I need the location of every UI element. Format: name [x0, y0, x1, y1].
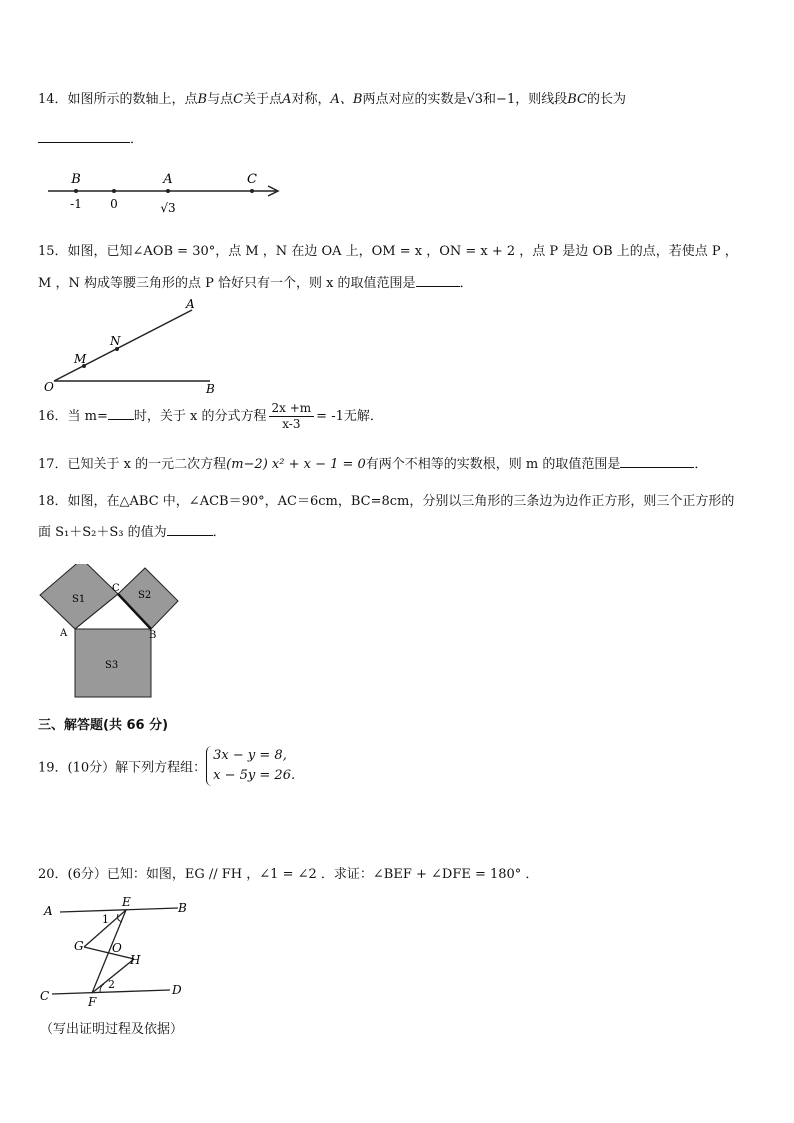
tick-label-neg1: -1	[70, 197, 82, 211]
vertex-label-o: O	[44, 380, 54, 394]
q20-line: 20．(6分）已知：如图，EG // FH ，∠1 = ∠2 ．求证：∠BEF + ∠DFE = 180° ．	[38, 867, 539, 882]
angle-label-1: 1	[102, 913, 109, 926]
point-label-h: H	[130, 953, 141, 967]
parallel-lines-figure	[38, 892, 198, 1010]
point-label-c: C	[247, 172, 257, 187]
q15-line1: 15．如图，已知∠AOB = 30°，点 M ，N 在边 OA 上，OM = x ，ON = x + 2 ，点 P 是边 OB 上的点，若使点 P ，	[38, 244, 738, 259]
answer-blank[interactable]	[167, 523, 213, 536]
square-label-s2: S2	[138, 590, 152, 601]
q14-answer-line: ．	[38, 128, 143, 147]
q16-line: 16．当 m= 时，关于 x 的分式方程 $\frac{2x +m}{x-3}$ = -1无解．	[38, 401, 383, 431]
q17-line: 17．已知关于 x 的一元二次方程(m−2) x² + x − 1 = 0有两个不相等的实数根，则 m 的取值范围是 ．	[38, 457, 708, 472]
point-label-o: O	[112, 941, 122, 955]
answer-blank[interactable]	[38, 130, 130, 143]
q18-line2: 面 S₁＋S₂＋S₃ 的值为 ．	[38, 525, 226, 540]
point-label-b: B	[71, 172, 81, 187]
vertex-label-c: C	[112, 583, 120, 594]
q20-note: （写出证明过程及依据）	[40, 1022, 184, 1037]
point-label-a: A	[44, 904, 53, 918]
q14-line1: 14．如图所示的数轴上，点B与点C关于点A对称，A、B两点对应的实数是√3和−1，则线段BC的长为	[38, 92, 626, 107]
vertex-label-m: M	[74, 352, 87, 366]
equation-system: 3x − y = 8, x − 5y = 26.	[206, 746, 295, 786]
vertex-label-b: B	[206, 382, 215, 396]
answer-blank[interactable]	[620, 455, 694, 468]
point-label-g: G	[74, 939, 84, 953]
point-label-b: B	[178, 901, 187, 915]
fraction: $\frac{2x +m}{x-3}$	[269, 401, 315, 432]
angle-label-2: 2	[108, 978, 115, 991]
point-label-e: E	[122, 895, 131, 909]
vertex-label-a: A	[60, 628, 68, 639]
answer-blank[interactable]	[108, 407, 134, 420]
q19-line: 19．(10分）解下列方程组：3x − y = 8, x − 5y = 26.	[38, 746, 295, 786]
square-label-s3: S3	[105, 660, 119, 671]
point-label-d: D	[172, 983, 182, 997]
vertex-label-b: B	[149, 630, 157, 641]
number-line-figure	[40, 168, 290, 220]
q15-line2: M ，N 构成等腰三角形的点 P 恰好只有一个，则 x 的取值范围是 ．	[38, 276, 473, 291]
answer-blank[interactable]	[416, 274, 460, 287]
angle-figure	[40, 296, 230, 396]
point-label-c: C	[40, 989, 50, 1003]
square-label-s1: S1	[72, 594, 86, 605]
tick-label-sqrt3: √3	[160, 201, 176, 215]
point-label-a: A	[163, 172, 173, 187]
vertex-label-a: A	[186, 297, 195, 311]
point-label-f: F	[88, 995, 97, 1009]
tick-label-0: 0	[110, 197, 118, 211]
q18-line1: 18．如图，在△ABC 中，∠ACB＝90°，AC＝6cm，BC=8cm，分别以三角形的三条边为边作正方形，则三个正方形的	[38, 494, 735, 509]
section-heading: 三、解答题(共 66 分)	[38, 718, 169, 733]
squares-figure	[38, 564, 183, 702]
vertex-label-n: N	[110, 334, 121, 348]
